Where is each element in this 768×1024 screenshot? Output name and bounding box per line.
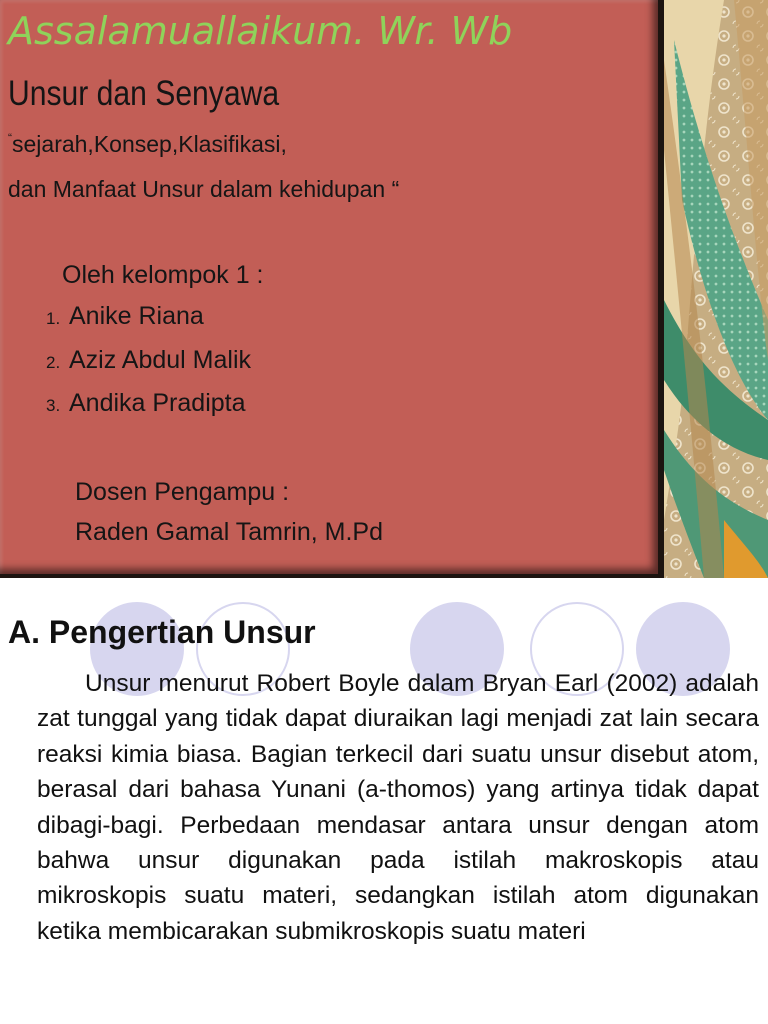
member-number: 3. [46, 396, 61, 415]
lecturer-name: Raden Gamal Tamrin, M.Pd [75, 518, 383, 546]
subtitle-line-2: dan Manfaat Unsur dalam kehidupan “ [8, 176, 400, 202]
member-item [46, 302, 251, 346]
title-panel [0, 0, 658, 574]
subtitle-line-1 [8, 131, 287, 158]
member-name: Anike Riana [69, 302, 204, 330]
member-item [46, 346, 251, 390]
section-heading: A. Pengertian Unsur [8, 614, 316, 650]
quote-mark-icon: “ [8, 131, 12, 145]
batik-ornament-icon [664, 0, 768, 578]
member-item [46, 389, 251, 433]
member-name: Andika Pradipta [69, 389, 246, 417]
member-number: 2. [46, 352, 61, 372]
member-list [46, 302, 251, 433]
subtitle-text-1: sejarah,Konsep,Klasifikasi, [12, 131, 287, 157]
content-slide [0, 578, 768, 1024]
lecturer-label: Dosen Pengampu : [75, 478, 290, 506]
greeting: Assalamuallaikum. Wr. Wb [8, 9, 513, 53]
member-number: 1. [46, 309, 61, 328]
group-label: Oleh kelompok 1 : [62, 261, 264, 289]
decorative-batik-strip [664, 0, 768, 578]
member-name: Aziz Abdul Malik [69, 345, 252, 374]
slide-title: Unsur dan Senyawa [8, 74, 280, 113]
definition-paragraph: Unsur menurut Robert Boyle dalam Bryan Earl (2002) adalah zat tunggal yang tidak dapat diuraikan lagi menjadi zat lain secara reaksi kimia biasa. Bagian terkecil dari suatu unsur disebut atom, berasal dari bahasa Yunani (a-thomos) yang artinya tidak dapat dibagi-bagi. Perbedaan mendasar antara unsur dengan atom bahwa unsur digunakan pada istilah makroskopis atau mikroskopis suatu materi, sedangkan istilah atom digunakan ketika membicarakan submikroskopis suatu materi [37, 670, 759, 945]
